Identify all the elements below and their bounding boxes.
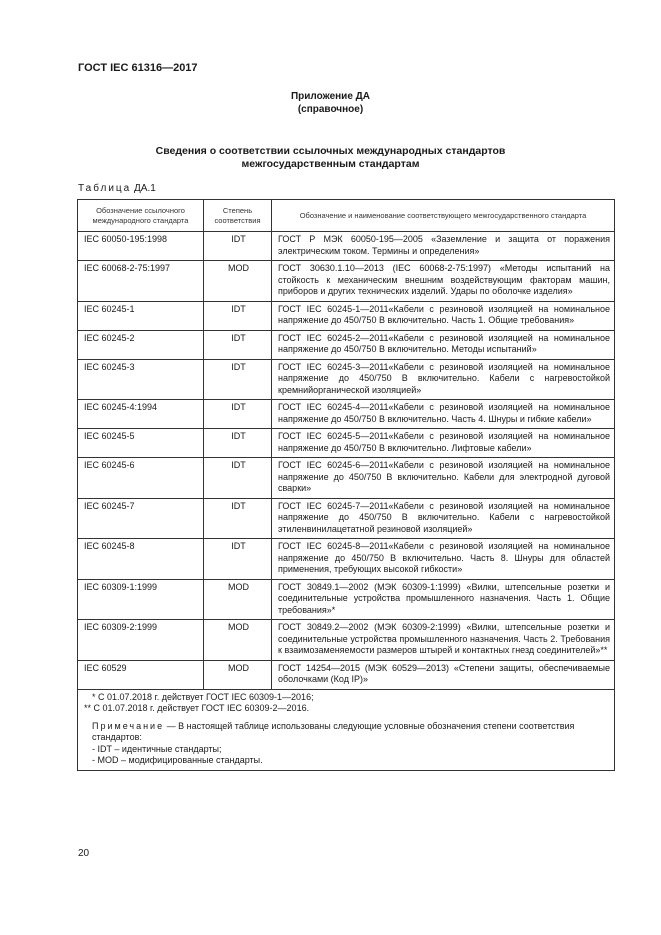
cell-degree: MOD	[204, 261, 272, 302]
table-row	[78, 301, 615, 330]
table-row	[78, 620, 615, 661]
cell-reference: IEC 60245-5	[78, 429, 204, 458]
cell-reference: IEC 60245-4:1994	[78, 400, 204, 429]
annex-subtitle: (справочное)	[297, 104, 364, 115]
table-notes	[78, 689, 615, 770]
cell-degree: IDT	[204, 301, 272, 330]
note-text: — В настоящей таблице использованы следующие условные обозначения степени соответствия стандартов:	[92, 720, 575, 742]
table-header-row	[78, 200, 615, 232]
cell-degree: IDT	[204, 400, 272, 429]
cell-reference: IEC 60245-6	[78, 458, 204, 499]
table-label-number: ДА.1	[134, 183, 156, 194]
footnote-2: ** С 01.07.2018 г. действует ГОСТ IEC 60309-2—2016.	[84, 703, 310, 713]
document-title	[0, 145, 661, 171]
table-row	[78, 498, 615, 539]
document-title-line-1: Сведения о соответствии ссылочных международных стандартов	[155, 145, 506, 157]
header-degree: Степень соответствия	[204, 200, 272, 232]
cell-title: ГОСТ IEC 60245-2—2011«Кабели с резиновой изоляцией на номинальное напряжение до 450/750 В включительно. Методы испытаний»	[272, 330, 615, 359]
cell-degree: IDT	[204, 330, 272, 359]
cell-reference: IEC 60068-2-75:1997	[78, 261, 204, 302]
cell-reference: IEC 60245-3	[78, 359, 204, 400]
cell-title: ГОСТ 14254—2015 (МЭК 60529—2013) «Степени защиты, обеспечиваемые оболочками (Код IP)»	[272, 660, 615, 689]
cell-degree: IDT	[204, 498, 272, 539]
table-row	[78, 400, 615, 429]
cell-title: ГОСТ IEC 60245-7—2011«Кабели с резиновой изоляцией на номинальное напряжение до 450/750 В включительно. Кабели с нагревостойкой этиленвинилацетатной резиновой изоляцией»	[272, 498, 615, 539]
cell-title: ГОСТ IEC 60245-5—2011«Кабели с резиновой изоляцией на номинальное напряжение до 450/750 В включительно. Лифтовые кабели»	[272, 429, 615, 458]
footnote-1: * С 01.07.2018 г. действует ГОСТ IEC 60309-1—2016;	[92, 691, 314, 702]
cell-reference: IEC 60309-2:1999	[78, 620, 204, 661]
standard-header: ГОСТ IEC 61316—2017	[78, 62, 198, 74]
document-title-line-2: межгосударственным стандартам	[241, 158, 420, 170]
cell-reference: IEC 60245-8	[78, 539, 204, 580]
correspondence-table	[77, 199, 615, 771]
table-row	[78, 539, 615, 580]
table-row	[78, 261, 615, 302]
table-row	[78, 429, 615, 458]
cell-reference: IEC 60050-195:1998	[78, 232, 204, 261]
table-row	[78, 579, 615, 620]
cell-degree: MOD	[204, 660, 272, 689]
cell-title: ГОСТ IEC 60245-3—2011«Кабели с резиновой изоляцией на номинальное напряжение до 450/750 В включительно. Кабели с нагревостойкой кремнийорганической изоляцией»	[272, 359, 615, 400]
table-row	[78, 660, 615, 689]
cell-degree: IDT	[204, 429, 272, 458]
cell-title: ГОСТ 30849.1—2002 (МЭК 60309-1:1999) «Вилки, штепсельные розетки и соединительные устройства промышленного назначения. Часть 1. Общие требования»*	[272, 579, 615, 620]
note-paragraph	[84, 721, 610, 744]
cell-degree: MOD	[204, 579, 272, 620]
cell-title: ГОСТ 30630.1.10—2013 (IEC 60068-2-75:1997) «Методы испытаний на стойкость к механическим внешним воздействующим факторам машин, приборов и других технических изделий. Удары по оболочке изделия»	[272, 261, 615, 302]
table-label-word: Таблица	[78, 183, 132, 194]
page-number: 20	[78, 848, 90, 859]
table-row	[78, 458, 615, 499]
cell-degree: MOD	[204, 620, 272, 661]
header-interstate-standard: Обозначение и наименование соответствующего межгосударственного стандарта	[272, 200, 615, 232]
table-notes-row	[78, 689, 615, 770]
cell-reference: IEC 60529	[78, 660, 204, 689]
annex-title: Приложение ДА	[290, 91, 371, 102]
table-row	[78, 232, 615, 261]
table-row	[78, 330, 615, 359]
header-reference-standard: Обозначение ссылочного международного стандарта	[78, 200, 204, 232]
cell-title: ГОСТ IEC 60245-6—2011«Кабели с резиновой изоляцией на номинальное напряжение до 450/750 В включительно. Кабели для электродной дуговой сварки»	[272, 458, 615, 499]
note-label: Примечание	[92, 720, 165, 731]
cell-title: ГОСТ IEC 60245-1—2011«Кабели с резиновой изоляцией на номинальное напряжение до 450/750 В включительно. Часть 1. Общие требования»	[272, 301, 615, 330]
cell-title: ГОСТ Р МЭК 60050-195—2005 «Заземление и защита от поражения электрическим током. Термины и определения»	[272, 232, 615, 261]
cell-degree: IDT	[204, 359, 272, 400]
cell-reference: IEC 60245-7	[78, 498, 204, 539]
table-label	[78, 183, 156, 194]
table-row	[78, 359, 615, 400]
note-item-mod: - MOD – модифицированные стандарты.	[92, 755, 263, 765]
cell-reference: IEC 60245-2	[78, 330, 204, 359]
note-item-idt: - IDT – идентичные стандарты;	[92, 743, 222, 754]
cell-degree: IDT	[204, 232, 272, 261]
cell-reference: IEC 60245-1	[78, 301, 204, 330]
cell-degree: IDT	[204, 458, 272, 499]
cell-degree: IDT	[204, 539, 272, 580]
cell-title: ГОСТ IEC 60245-8—2011«Кабели с резиновой изоляцией на номинальное напряжение до 450/750 В включительно. Часть 8. Шнуры для областей применения, требующих высокой гибкости»	[272, 539, 615, 580]
cell-reference: IEC 60309-1:1999	[78, 579, 204, 620]
cell-title: ГОСТ 30849.2—2002 (МЭК 60309-2:1999) «Вилки, штепсельные розетки и соединительные устройства промышленного назначения. Часть 2. Требования к взаимозаменяемости размеров штырей и контактных гнезд соединителей»**	[272, 620, 615, 661]
cell-title: ГОСТ IEC 60245-4—2011«Кабели с резиновой изоляцией на номинальное напряжение до 450/750 В включительно. Часть 4. Шнуры и гибкие кабели»	[272, 400, 615, 429]
